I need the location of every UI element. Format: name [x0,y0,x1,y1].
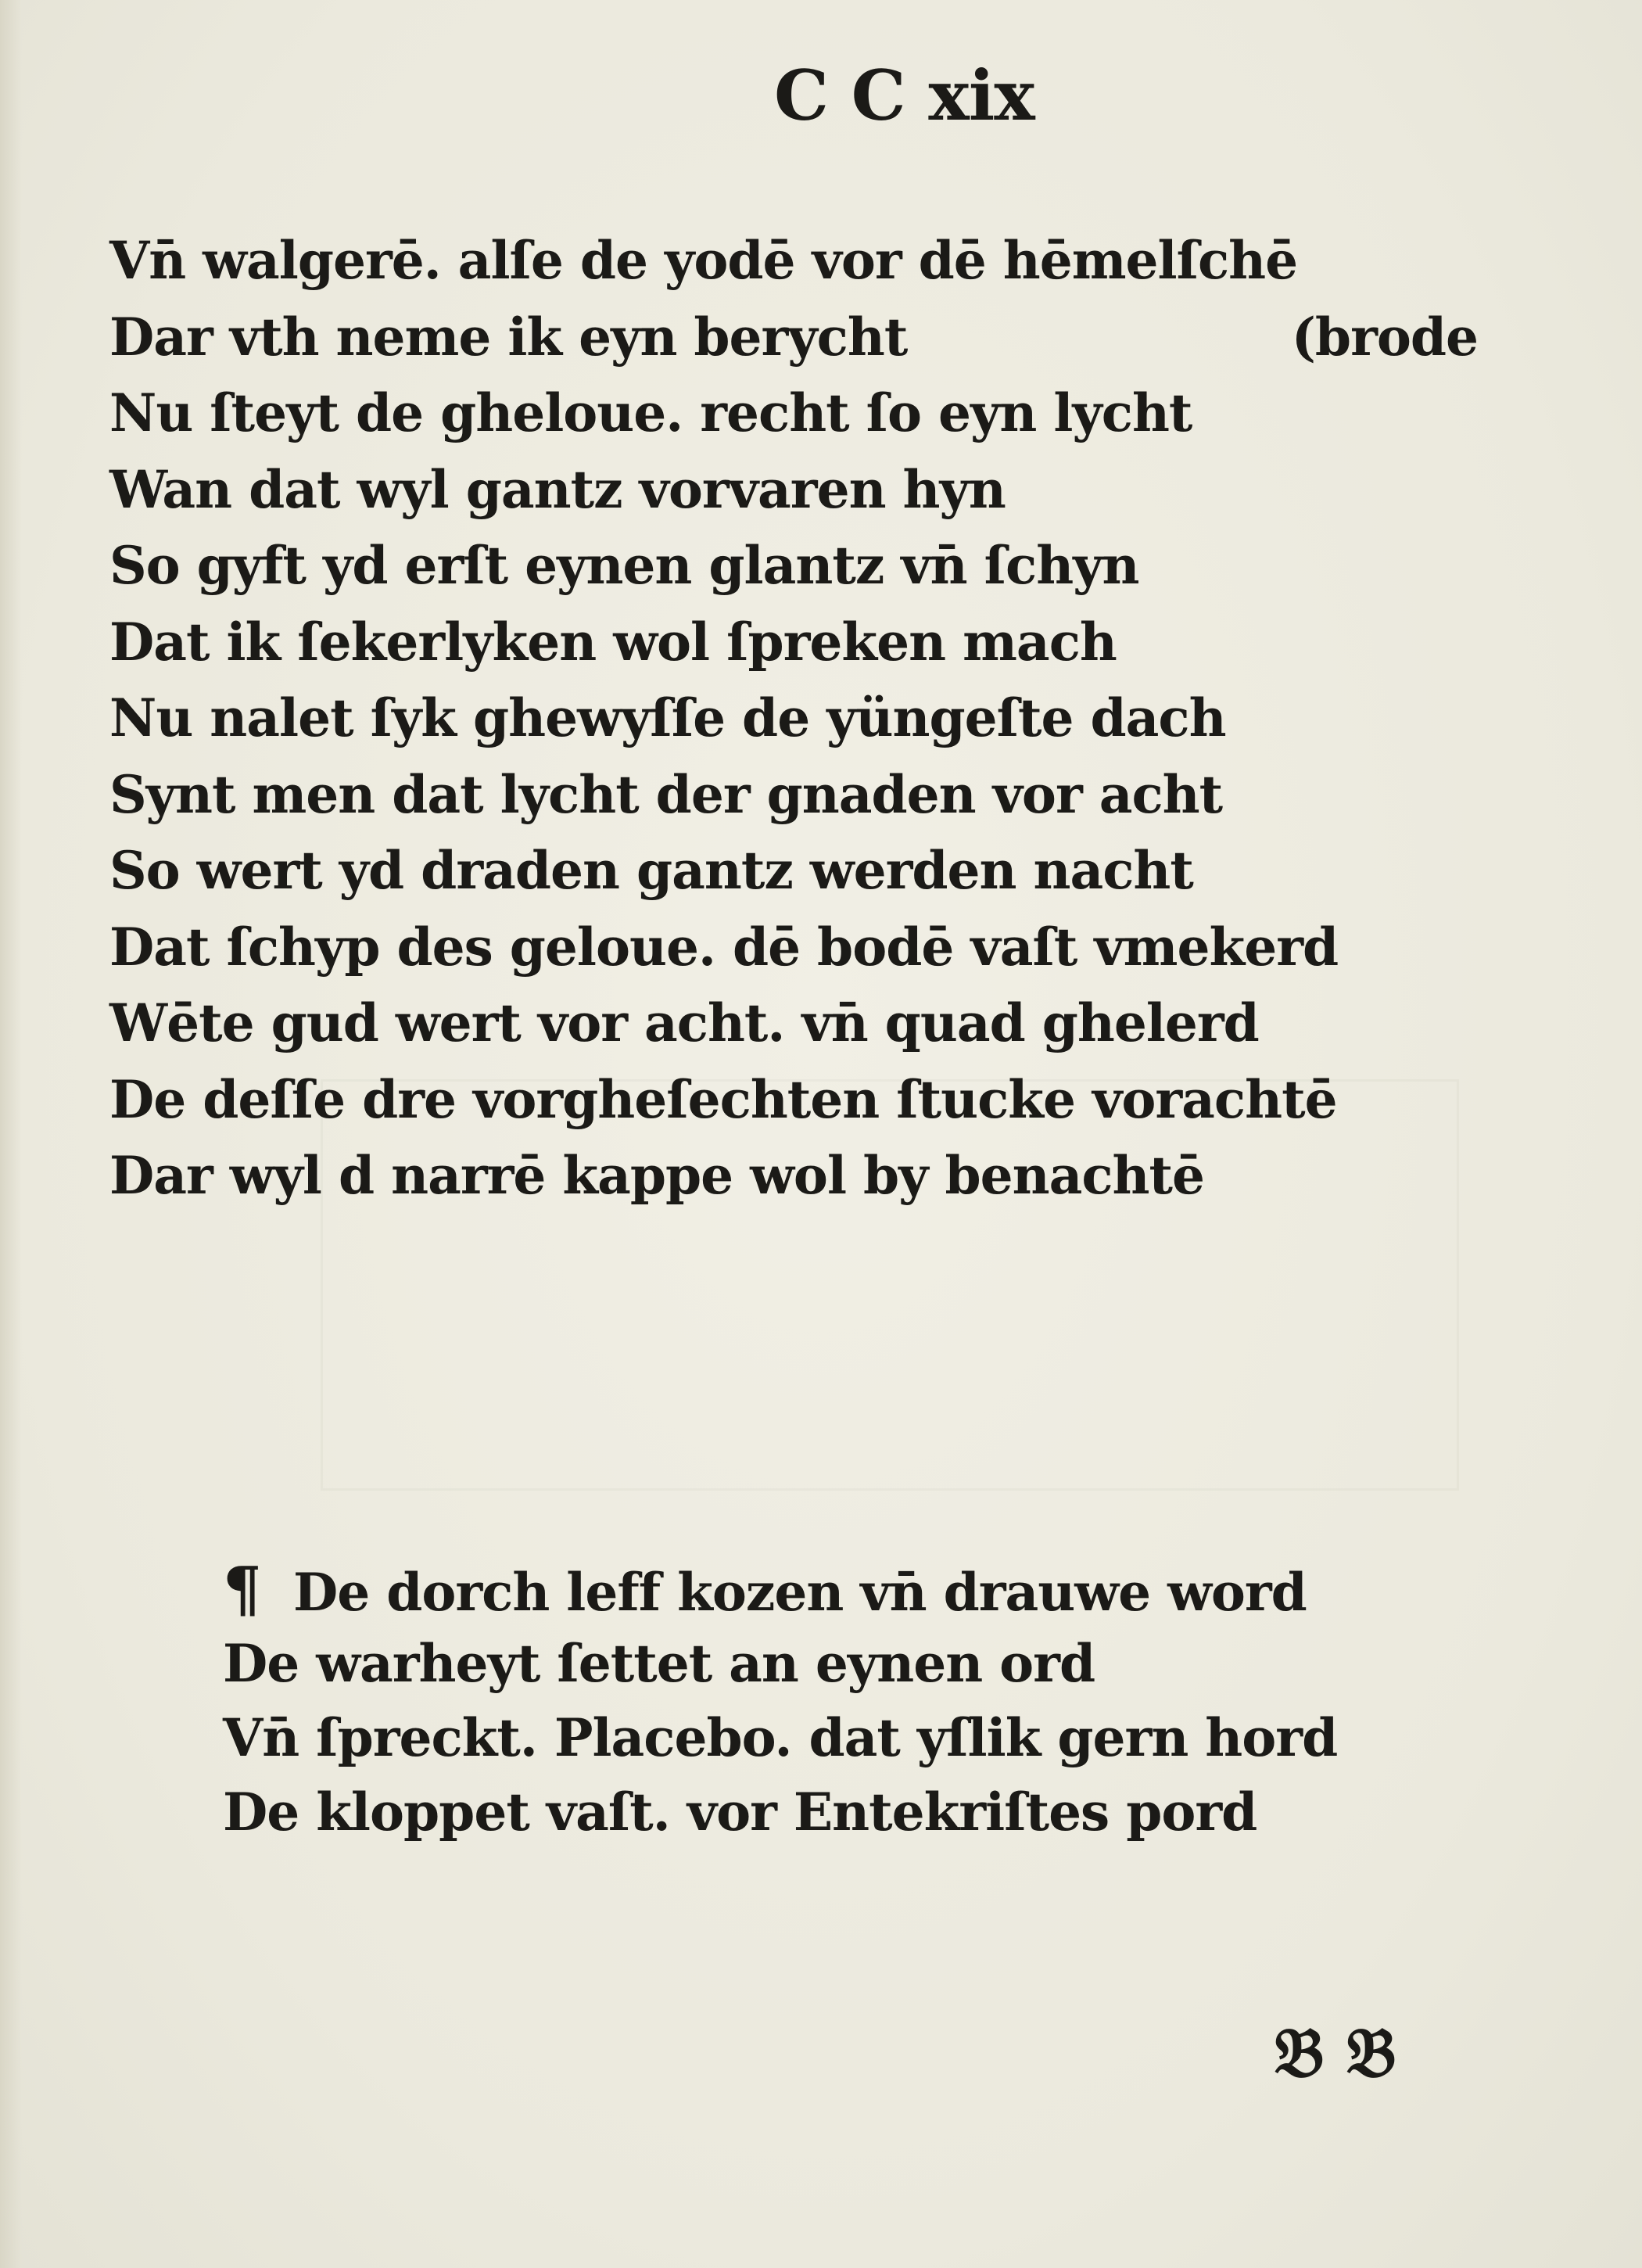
running-head: C C xix [774,55,1034,136]
verse-line-3: Nu ſteyt de gheloue. recht ſo eyn lycht [109,382,1192,443]
verse-line-6: Dat ik ſekerlyken wol ſpreken mach [109,611,1117,673]
verse-line-2 [109,300,1517,376]
verse-line-4: Wan dat wyl gantz vorvaren hyn [109,458,1006,520]
verse-line-5: So gyft yd erſt eynen glantz vn̄ ſchyn [109,535,1139,596]
verse-line-1-continuation: (brode [1291,306,1478,368]
closing-line-3: Vn̄ ſpreckt. Placebo. dat yſlik gern hord [223,1707,1338,1768]
verse-line-13: Dar wyl d narrē kappe wol by benachtē [109,1145,1205,1206]
verse-line-11: Wēte gud wert vor acht. vn̄ quad ghelerd [109,992,1259,1053]
closing-line-1-text: De dorch leff kozen vn̄ drauwe word [293,1562,1307,1623]
verse-line-2-text: Dar vth neme ik eyn berycht [109,306,908,368]
signature-mark: 𝔅 𝔅 [1275,2011,1396,2093]
closing-line-2: De warheyt ſettet an eynen ord [223,1633,1095,1694]
verse-line-9: So wert yd draden gantz werden nacht [109,840,1193,901]
verse-line-12: De deſſe dre vorgheſechten ſtucke vorachtē [109,1068,1337,1130]
closing-line-1 [223,1552,1513,1627]
main-verse-block [109,223,1517,1215]
page-gutter-shadow [0,0,22,2268]
verse-line-8: Synt men dat lycht der gnaden vor acht [109,763,1223,825]
verse-line-7: Nu nalet ſyk ghewyſſe de yüngeſte dach [109,687,1226,748]
verse-line-1: Vn̄ walgerē. alſe de yodē vor dē hēmelſchē [109,230,1298,291]
verse-line-10: Dat ſchyp des geloue. dē bodē vaſt vmekerd [109,916,1339,978]
closing-line-4: De kloppet vaſt. vor Entekriſtes pord [223,1782,1257,1843]
closing-verse-block [223,1552,1513,1850]
pilcrow-icon: ¶ [223,1554,261,1625]
